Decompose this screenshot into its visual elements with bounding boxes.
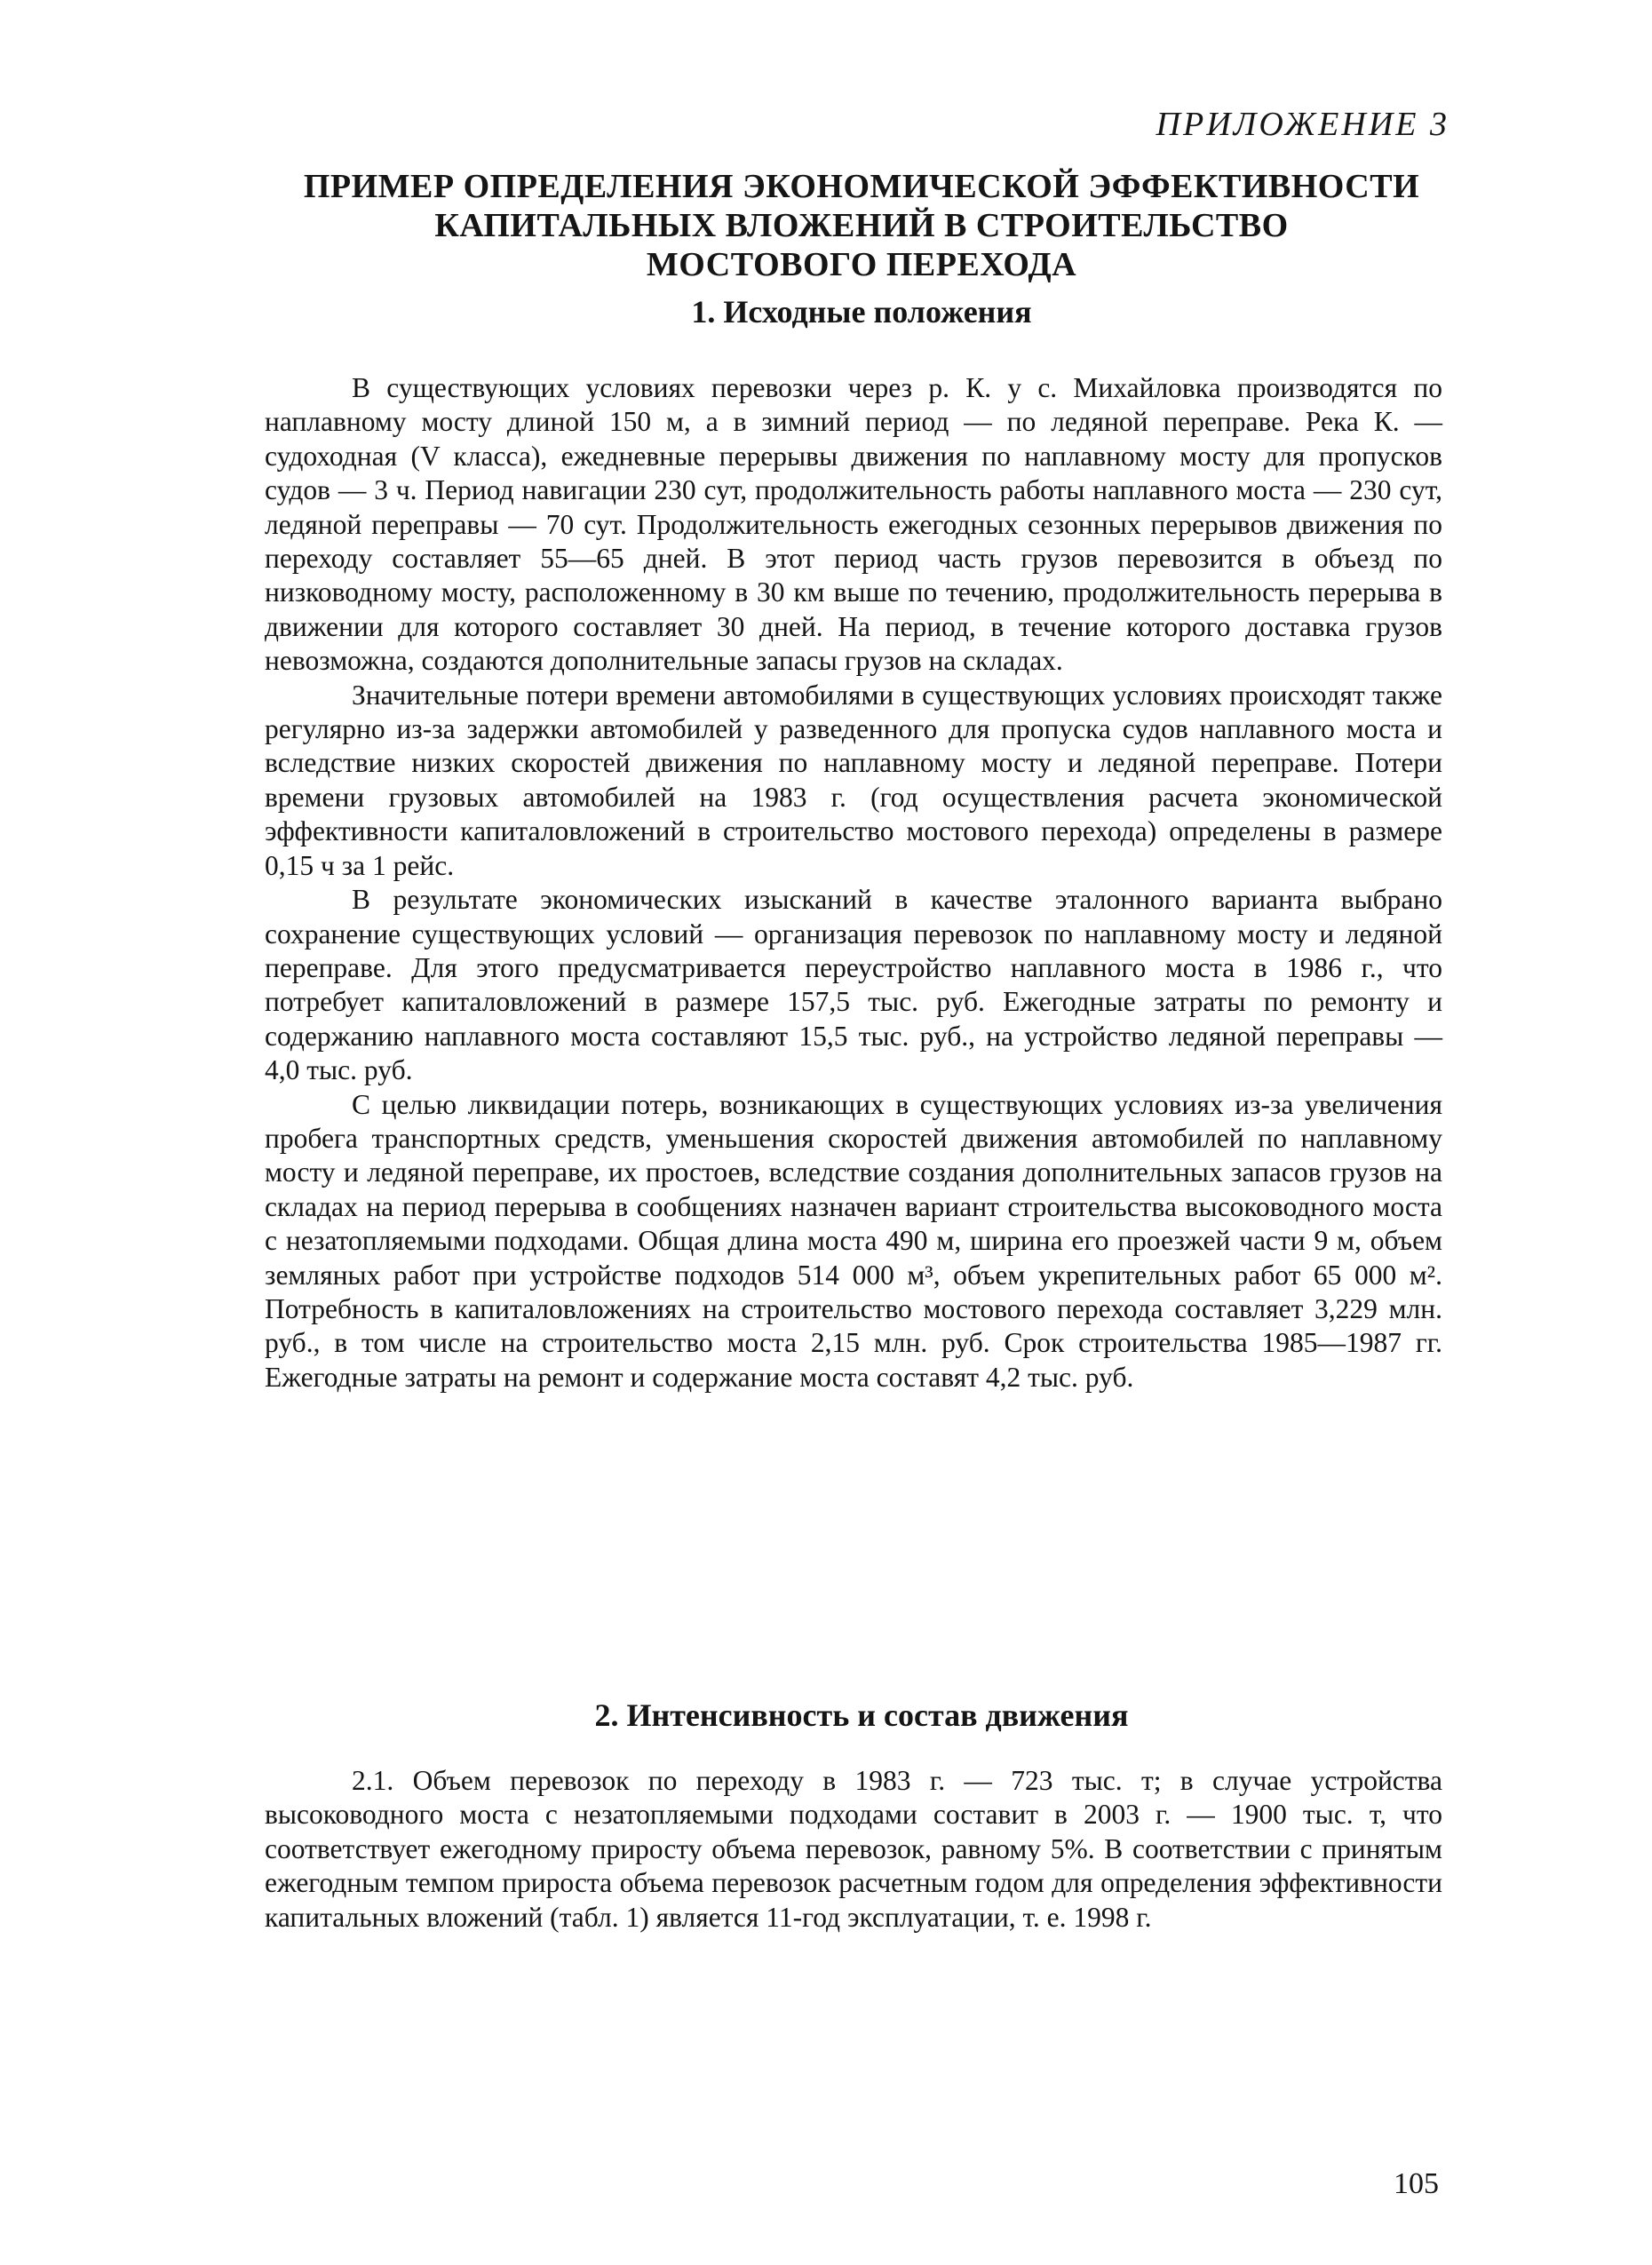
title-line: ПРИМЕР ОПРЕДЕЛЕНИЯ ЭКОНОМИЧЕСКОЙ ЭФФЕКТИВНОСТИ xyxy=(303,168,1420,205)
page-number: 105 xyxy=(1394,2167,1439,2200)
paragraph: 2.1. Объем перевозок по переходу в 1983 г. — 723 тыс. т; в случае устройства высоководного моста с незатопляемыми подходами составит в 2003 г. — 1900 тыс. т, что соответствует ежегодному приросту объема перевозок, равному 5%. В соответствии с принятым ежегодным темпом прироста объема перевозок расчетным годом для определения эффективности капитальных вложений (табл. 1) является 11-год эксплуатации, т. е. 1998 г. xyxy=(265,1765,1442,1933)
paragraph: В результате экономических изысканий в качестве эталонного варианта выбрано сохранение существующих условий — организация перевозок по наплавному мосту и ледяной переправе. Для этого предусматривается переустройство наплавного моста в 1986 г., что потребует капиталовложений в размере 157,5 тыс. руб. Ежегодные затраты по ремонту и содержанию наплавного моста составляют 15,5 тыс. руб., на устройство ледяной переправы — 4,0 тыс. руб. xyxy=(265,884,1442,1086)
title-line: КАПИТАЛЬНЫХ ВЛОЖЕНИЙ В СТРОИТЕЛЬСТВО xyxy=(434,207,1289,244)
document-title xyxy=(266,167,1457,284)
paragraph: В существующих условиях перевозки через р. К. у с. Михайловка производятся по наплавному мосту длиной 150 м, а в зимний период — по ледяной переправе. Река К. — судоходная (V класса), ежедневные перерывы движения по наплавному мосту для пропусков судов — 3 ч. Период навигации 230 сут, продолжительность работы наплавного моста — 230 сут, ледяной переправы — 70 сут. Продолжительность ежегодных сезонных перерывов движения по переходу составляет 55—65 дней. В этот период часть грузов перевозится в объезд по низководному мосту, расположенному в 30 км выше по течению, продолжительность перерыва в движении для которого составляет 30 дней. На период, в течение которого доставка грузов невозможна, создаются дополнительные запасы грузов на складах. xyxy=(265,372,1442,677)
section-heading: 1. Исходные положения xyxy=(691,294,1032,330)
section-heading: 2. Интенсивность и состав движения xyxy=(594,1697,1129,1733)
paragraph: С целью ликвидации потерь, возникающих в существующих условиях из-за увеличения пробега транспортных средств, уменьшения скоростей движения автомобилей по наплавному мосту и ледяной переправе, их простоев, вследствие создания дополнительных запасов грузов на складах на период перерыва в сообщениях назначен вариант строительства высоководного моста с незатопляемыми подходами. Общая длина моста 490 м, ширина его проезжей части 9 м, объем земляных работ при устройстве подходов 514 000 м³, объем укрепительных работ 65 000 м². Потребность в капиталовложениях на строительство мостового перехода составляет 3,229 млн. руб., в том числе на строительство моста 2,15 млн. руб. Срок строительства 1985—1987 гг. Ежегодные затраты на ремонт и содержание моста составят 4,2 тыс. руб. xyxy=(265,1088,1442,1393)
appendix-label: ПРИЛОЖЕНИЕ 3 xyxy=(1156,106,1449,143)
section-body xyxy=(265,1764,1442,1935)
section-body xyxy=(265,371,1442,1395)
paragraph: Значительные потери времени автомобилями в существующих условиях происходят также регулярно из-за задержки автомобилей у разведенного для пропуска судов наплавного моста и вследствие низких скоростей движения по наплавному мосту и ледяной переправе. Потери времени грузовых автомобилей на 1983 г. (год осуществления расчета экономической эффективности капиталовложений в строительство мостового перехода) определены в размере 0,15 ч за 1 рейс. xyxy=(265,679,1442,881)
title-line: МОСТОВОГО ПЕРЕХОДА xyxy=(646,246,1077,283)
